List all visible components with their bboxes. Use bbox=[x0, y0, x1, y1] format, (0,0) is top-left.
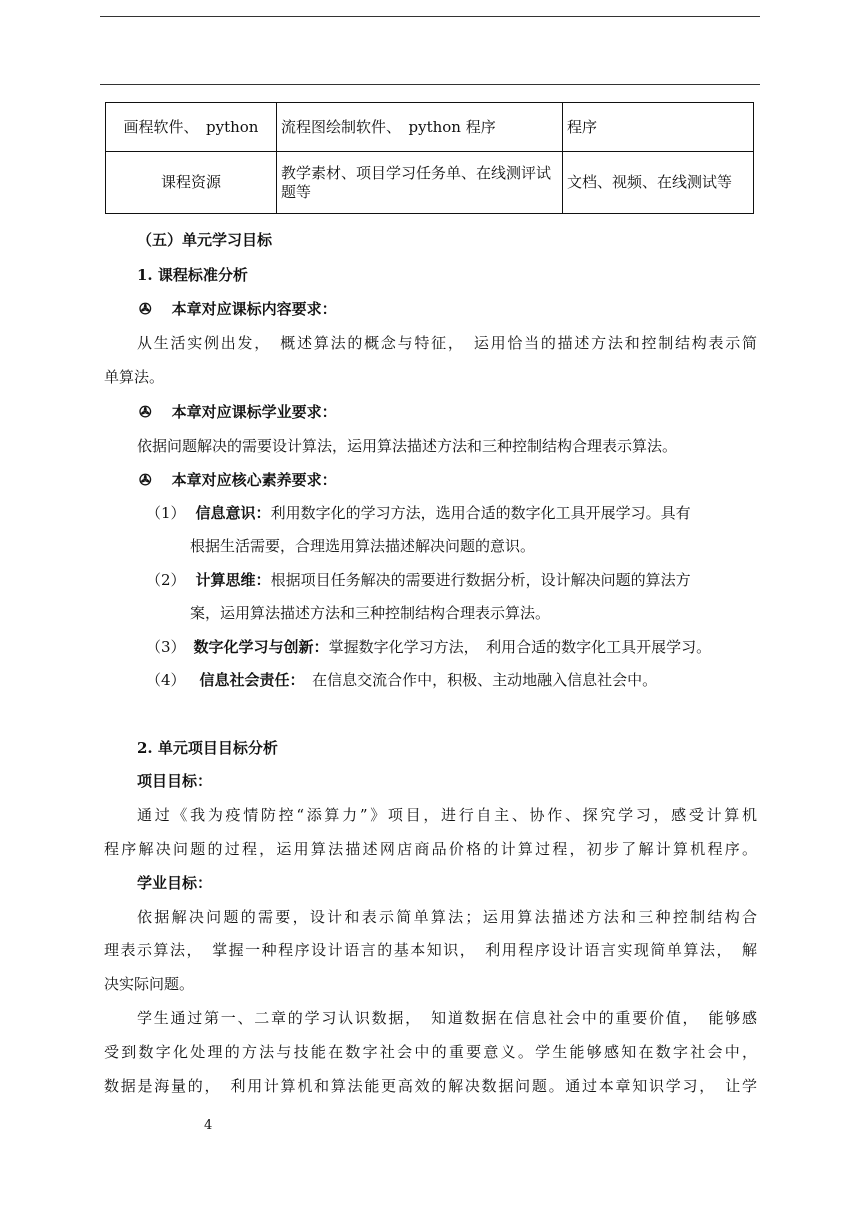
content-requirement-label bbox=[139, 299, 337, 319]
project-goal-label: 项目目标： bbox=[137, 772, 213, 790]
resource-table bbox=[105, 102, 754, 214]
content-requirement-text-cont: 单算法。 bbox=[104, 368, 165, 386]
bullet-icon: ✇ bbox=[139, 403, 152, 421]
page-number: 4 bbox=[204, 1118, 213, 1133]
table-cell: 课程资源 bbox=[106, 152, 277, 214]
core-item-4 bbox=[146, 670, 657, 690]
label-text: 本章对应课标学业要求： bbox=[171, 403, 337, 421]
table-cell: 文档、视频、在线测试等 bbox=[563, 152, 754, 214]
academic-requirement-text: 依据问题解决的需要设计算法，运用算法描述方法和三种控制结构合理表示算法。 bbox=[137, 437, 678, 455]
core-item-1-cont: 根据生活需要，合理选用算法描述解决问题的意识。 bbox=[190, 537, 536, 555]
header-rule bbox=[100, 84, 760, 85]
table-cell: 程序 bbox=[563, 103, 754, 152]
table-cell: 流程图绘制软件、 python 程序 bbox=[277, 103, 563, 152]
section-heading: （五）单元学习目标 bbox=[137, 231, 273, 249]
table-row bbox=[106, 152, 754, 214]
item-title: 数字化学习与创新： bbox=[193, 638, 329, 656]
body-paragraph-cont: 受到数字化处理的方法与技能在数字社会中的重要意义。学生能够感知在数字社会中， bbox=[104, 1043, 757, 1061]
table-row bbox=[106, 103, 754, 152]
core-item-2-cont: 案，运用算法描述方法和三种控制结构合理表示算法。 bbox=[190, 604, 551, 622]
content-requirement-text: 从生活实例出发， 概述算法的概念与特征， 运用恰当的描述方法和控制结构表示简 bbox=[137, 334, 757, 352]
core-item-2 bbox=[146, 570, 691, 590]
core-item-3 bbox=[146, 637, 711, 657]
body-paragraph: 学生通过第一、二章的学习认识数据， 知道数据在信息社会中的重要价值， 能够感 bbox=[137, 1009, 757, 1027]
table-cell: 教学素材、项目学习任务单、在线测评试题等 bbox=[277, 152, 563, 214]
subsection-heading-2: 2. 单元项目目标分析 bbox=[137, 739, 278, 757]
item-text: 利用数字化的学习方法，选用合适的数字化工具开展学习。具有 bbox=[270, 504, 691, 522]
item-title: 信息意识： bbox=[195, 504, 271, 522]
item-title: 信息社会责任： bbox=[199, 671, 298, 689]
academic-goal-label: 学业目标： bbox=[137, 874, 213, 892]
academic-goal-text: 依据解决问题的需要，设计和表示简单算法；运用算法描述方法和三种控制结构合 bbox=[137, 908, 757, 926]
core-item-1 bbox=[146, 503, 691, 523]
item-number: （4） bbox=[146, 671, 186, 689]
item-text: 在信息交流合作中，积极、主动地融入信息社会中。 bbox=[297, 671, 658, 689]
item-number: （2） bbox=[146, 571, 186, 589]
item-title: 计算思维： bbox=[195, 571, 271, 589]
project-goal-text-cont: 程序解决问题的过程，运用算法描述网店商品价格的计算过程，初步了解计算机程序。 bbox=[104, 840, 757, 858]
label-text: 本章对应核心素养要求： bbox=[171, 471, 337, 489]
core-literacy-label bbox=[139, 470, 337, 490]
academic-goal-text-end: 决实际问题。 bbox=[104, 975, 195, 993]
body-paragraph-cont: 数据是海量的， 利用计算机和算法能更高效的解决数据问题。通过本章知识学习， 让学 bbox=[104, 1077, 757, 1095]
table-cell: 画程软件、 python bbox=[106, 103, 277, 152]
top-border-line bbox=[100, 16, 760, 17]
subsection-heading-1: 1. 课程标准分析 bbox=[137, 266, 248, 284]
academic-requirement-label bbox=[139, 402, 337, 422]
item-text: 根据项目任务解决的需要进行数据分析，设计解决问题的算法方 bbox=[270, 571, 691, 589]
label-text: 本章对应课标内容要求： bbox=[171, 300, 337, 318]
item-text: 掌握数字化学习方法， 利用合适的数字化工具开展学习。 bbox=[328, 638, 712, 656]
item-number: （3） bbox=[146, 638, 186, 656]
item-number: （1） bbox=[146, 504, 186, 522]
bullet-icon: ✇ bbox=[139, 300, 152, 318]
bullet-icon: ✇ bbox=[139, 471, 152, 489]
academic-goal-text-cont: 理表示算法， 掌握一种程序设计语言的基本知识， 利用程序设计语言实现简单算法， 解 bbox=[104, 941, 757, 959]
project-goal-text: 通过《我为疫情防控“添算力”》项目，进行自主、协作、探究学习，感受计算机 bbox=[137, 806, 757, 824]
